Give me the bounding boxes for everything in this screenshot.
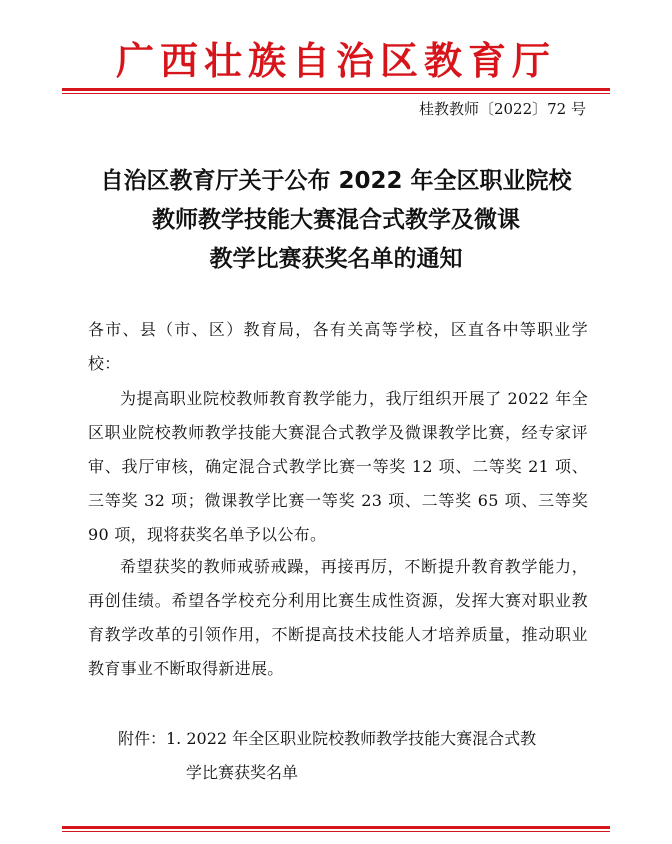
salutation: 各市、县（市、区）教育局，各有关高等学校，区直各中等职业学校： [88,320,588,373]
attachment-line-2: 学比赛获奖名单 [186,763,299,782]
attachment-line-1: 附件：1. 2022 年全区职业院校教师教学技能大赛混合式教 [118,729,537,748]
issuing-authority-masthead: 广西壮族自治区教育厅 [115,39,556,83]
footer-divider-thin [62,831,610,832]
masthead-divider-thin [62,93,610,94]
masthead-divider-thick [62,88,610,91]
document-number: 桂教教师〔2022〕72 号 [418,100,586,118]
body-paragraph-2: 希望获奖的教师戒骄戒躁，再接再厉，不断提升教育教学能力，再创佳绩。希望各学校充分利用比赛生成性资源，发挥大赛对职业教育教学改革的引领作用，不断提高技术技能人才培养质量，推动职业教育事业不断取得新进展。 [88,557,588,678]
footer-divider-thick [62,826,610,829]
body-paragraph-1: 为提高职业院校教师教育教学能力，我厅组织开展了 2022 年全区职业院校教师教学技能大赛混合式教学及微课教学比赛，经专家评审、我厅审核，确定混合式教学比赛一等奖 12 项、二等奖 21 项、三等奖 32 项；微课教学比赛一等奖 23 项、二等奖 65 项、三等奖 90 项，现将获奖名单予以公布。 [88,389,588,544]
document-title-line-3: 教学比赛获奖名单的通知 [209,246,463,272]
document-title-line-2: 教师教学技能大赛混合式教学及微课 [152,207,520,233]
document-title-line-1: 自治区教育厅关于公布 2022 年全区职业院校 [100,168,572,194]
